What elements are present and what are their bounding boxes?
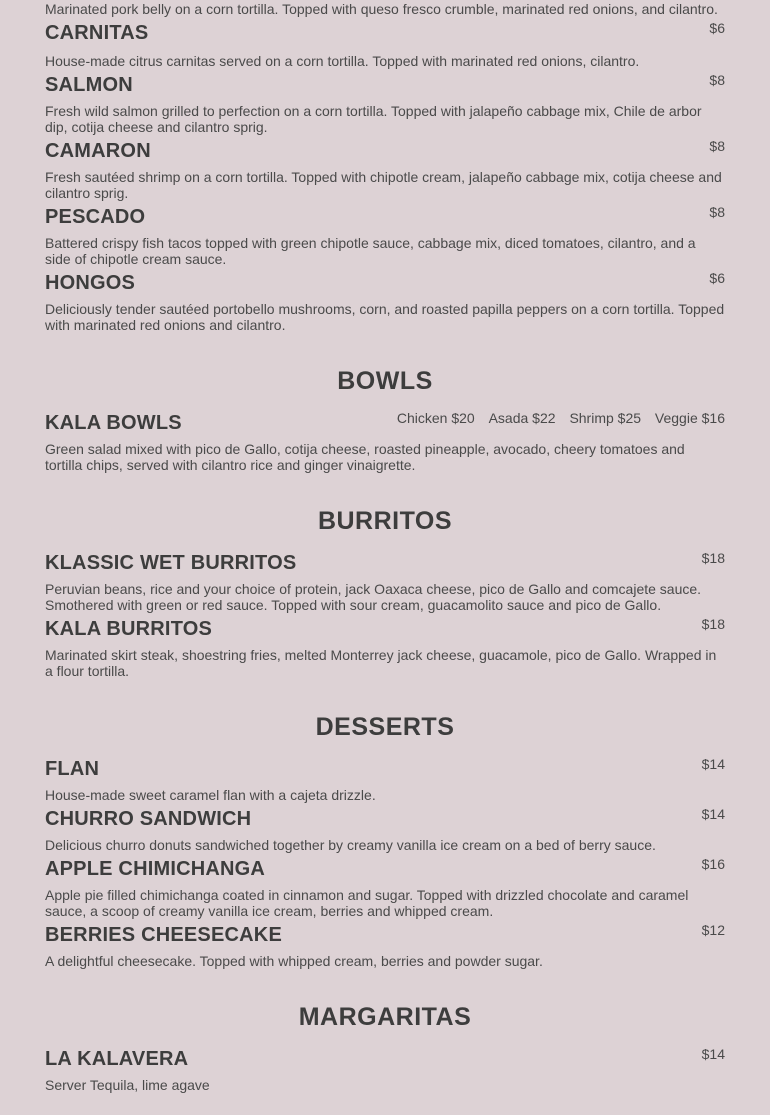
item-price: $8 bbox=[709, 138, 725, 154]
item-price: $6 bbox=[709, 20, 725, 36]
item-description: House-made sweet caramel flan with a cajeta drizzle. bbox=[45, 787, 376, 803]
price-variant: Shrimp $25 bbox=[569, 410, 642, 426]
section-title-bowls: BOWLS bbox=[337, 367, 433, 395]
menu-item-churro-sandwich bbox=[45, 803, 725, 853]
menu-item-la-kalavera bbox=[45, 1043, 725, 1093]
item-name: CARNITAS bbox=[45, 22, 149, 44]
menu-item-hongos bbox=[45, 267, 725, 333]
item-name: FLAN bbox=[45, 758, 100, 780]
item-name: SALMON bbox=[45, 74, 133, 96]
item-price: $12 bbox=[701, 922, 725, 938]
item-name: KLASSIC WET BURRITOS bbox=[45, 552, 297, 574]
item-description: Marinated skirt steak, shoestring fries, melted Monterrey jack cheese, guacamole, pico de Gallo. Wrapped in a flour tortilla. bbox=[45, 647, 717, 679]
menu-item-klassic-wet-burritos bbox=[45, 547, 725, 613]
item-name: CAMARON bbox=[45, 140, 151, 162]
item-price: $14 bbox=[701, 806, 725, 822]
section-title-desserts: DESSERTS bbox=[315, 713, 455, 741]
menu-page bbox=[45, 0, 725, 1093]
item-name: BERRIES CHEESECAKE bbox=[45, 924, 282, 946]
item-price: $18 bbox=[701, 550, 725, 566]
item-price: $8 bbox=[709, 204, 725, 220]
item-description: Server Tequila, lime agave bbox=[45, 1077, 210, 1093]
menu-item-salmon bbox=[45, 69, 725, 135]
item-description: A delightful cheesecake. Topped with whipped cream, berries and powder sugar. bbox=[45, 953, 543, 969]
item-description: Green salad mixed with pico de Gallo, cotija cheese, roasted pineapple, avocado, cheery tomatoes and tortilla chips, served with cilantro rice and ginger vinaigrette. bbox=[45, 441, 685, 473]
menu-item-pescado bbox=[45, 201, 725, 267]
item-description: Peruvian beans, rice and your choice of protein, jack Oaxaca cheese, pico de Gallo and comcajete sauce. Smothered with green or red sauce. Topped with sour cream, guacamolito sauce and pico de Gallo. bbox=[45, 581, 702, 613]
item-description: Marinated pork belly on a corn tortilla. Topped with queso fresco crumble, marinated red onions, and cilantro. bbox=[45, 1, 718, 17]
item-name: LA KALAVERA bbox=[45, 1048, 189, 1070]
item-price: $8 bbox=[709, 72, 725, 88]
item-name: PESCADO bbox=[45, 206, 146, 228]
item-price: $14 bbox=[701, 1046, 725, 1062]
item-description: House-made citrus carnitas served on a corn tortilla. Topped with marinated red onions, cilantro. bbox=[45, 53, 640, 69]
menu-item-apple-chimichanga bbox=[45, 853, 725, 919]
price-variant: Chicken $20 bbox=[396, 410, 475, 426]
menu-item-carnitas bbox=[45, 17, 725, 69]
price-variant: Asada $22 bbox=[488, 410, 556, 426]
price-variant: Veggie $16 bbox=[654, 410, 725, 426]
item-description: Battered crispy fish tacos topped with green chipotle sauce, cabbage mix, diced tomatoes, cilantro, and a side of chipotle cream sauce. bbox=[45, 235, 696, 267]
menu-item-flan bbox=[45, 753, 725, 803]
item-price: $14 bbox=[701, 756, 725, 772]
item-description: Fresh wild salmon grilled to perfection on a corn tortilla. Topped with jalapeño cabbage mix, Chile de arbor dip, cotija cheese and cilantro sprig. bbox=[45, 103, 702, 135]
item-name: HONGOS bbox=[45, 272, 136, 294]
item-description: Apple pie filled chimichanga coated in cinnamon and sugar. Topped with drizzled chocolate and caramel sauce, a scoop of creamy vanilla ice cream, berries and whipped cream. bbox=[45, 887, 689, 919]
item-price: $16 bbox=[701, 856, 725, 872]
section-title-margaritas: MARGARITAS bbox=[298, 1003, 472, 1031]
menu-item-berries-cheesecake bbox=[45, 919, 725, 969]
item-name: KALA BOWLS bbox=[45, 412, 182, 434]
item-price: $18 bbox=[701, 616, 725, 632]
item-description: Deliciously tender sautéed portobello mushrooms, corn, and roasted papilla peppers on a corn tortilla. Topped with marinated red onions and cilantro. bbox=[45, 301, 725, 333]
menu-item-kala-bowls bbox=[45, 407, 725, 473]
menu-item-camaron bbox=[45, 135, 725, 201]
item-name: KALA BURRITOS bbox=[45, 618, 213, 640]
item-name: APPLE CHIMICHANGA bbox=[45, 858, 266, 880]
item-price: $6 bbox=[709, 270, 725, 286]
section-title-burritos: BURRITOS bbox=[317, 507, 453, 535]
item-name: CHURRO SANDWICH bbox=[45, 808, 252, 830]
price-variants bbox=[387, 410, 725, 426]
item-description: Fresh sautéed shrimp on a corn tortilla. Topped with chipotle cream, jalapeño cabbage mix, cotija cheese and cilantro sprig. bbox=[45, 169, 722, 201]
menu-item-kala-burritos bbox=[45, 613, 725, 679]
item-description: Delicious churro donuts sandwiched together by creamy vanilla ice cream on a bed of berry sauce. bbox=[45, 837, 656, 853]
